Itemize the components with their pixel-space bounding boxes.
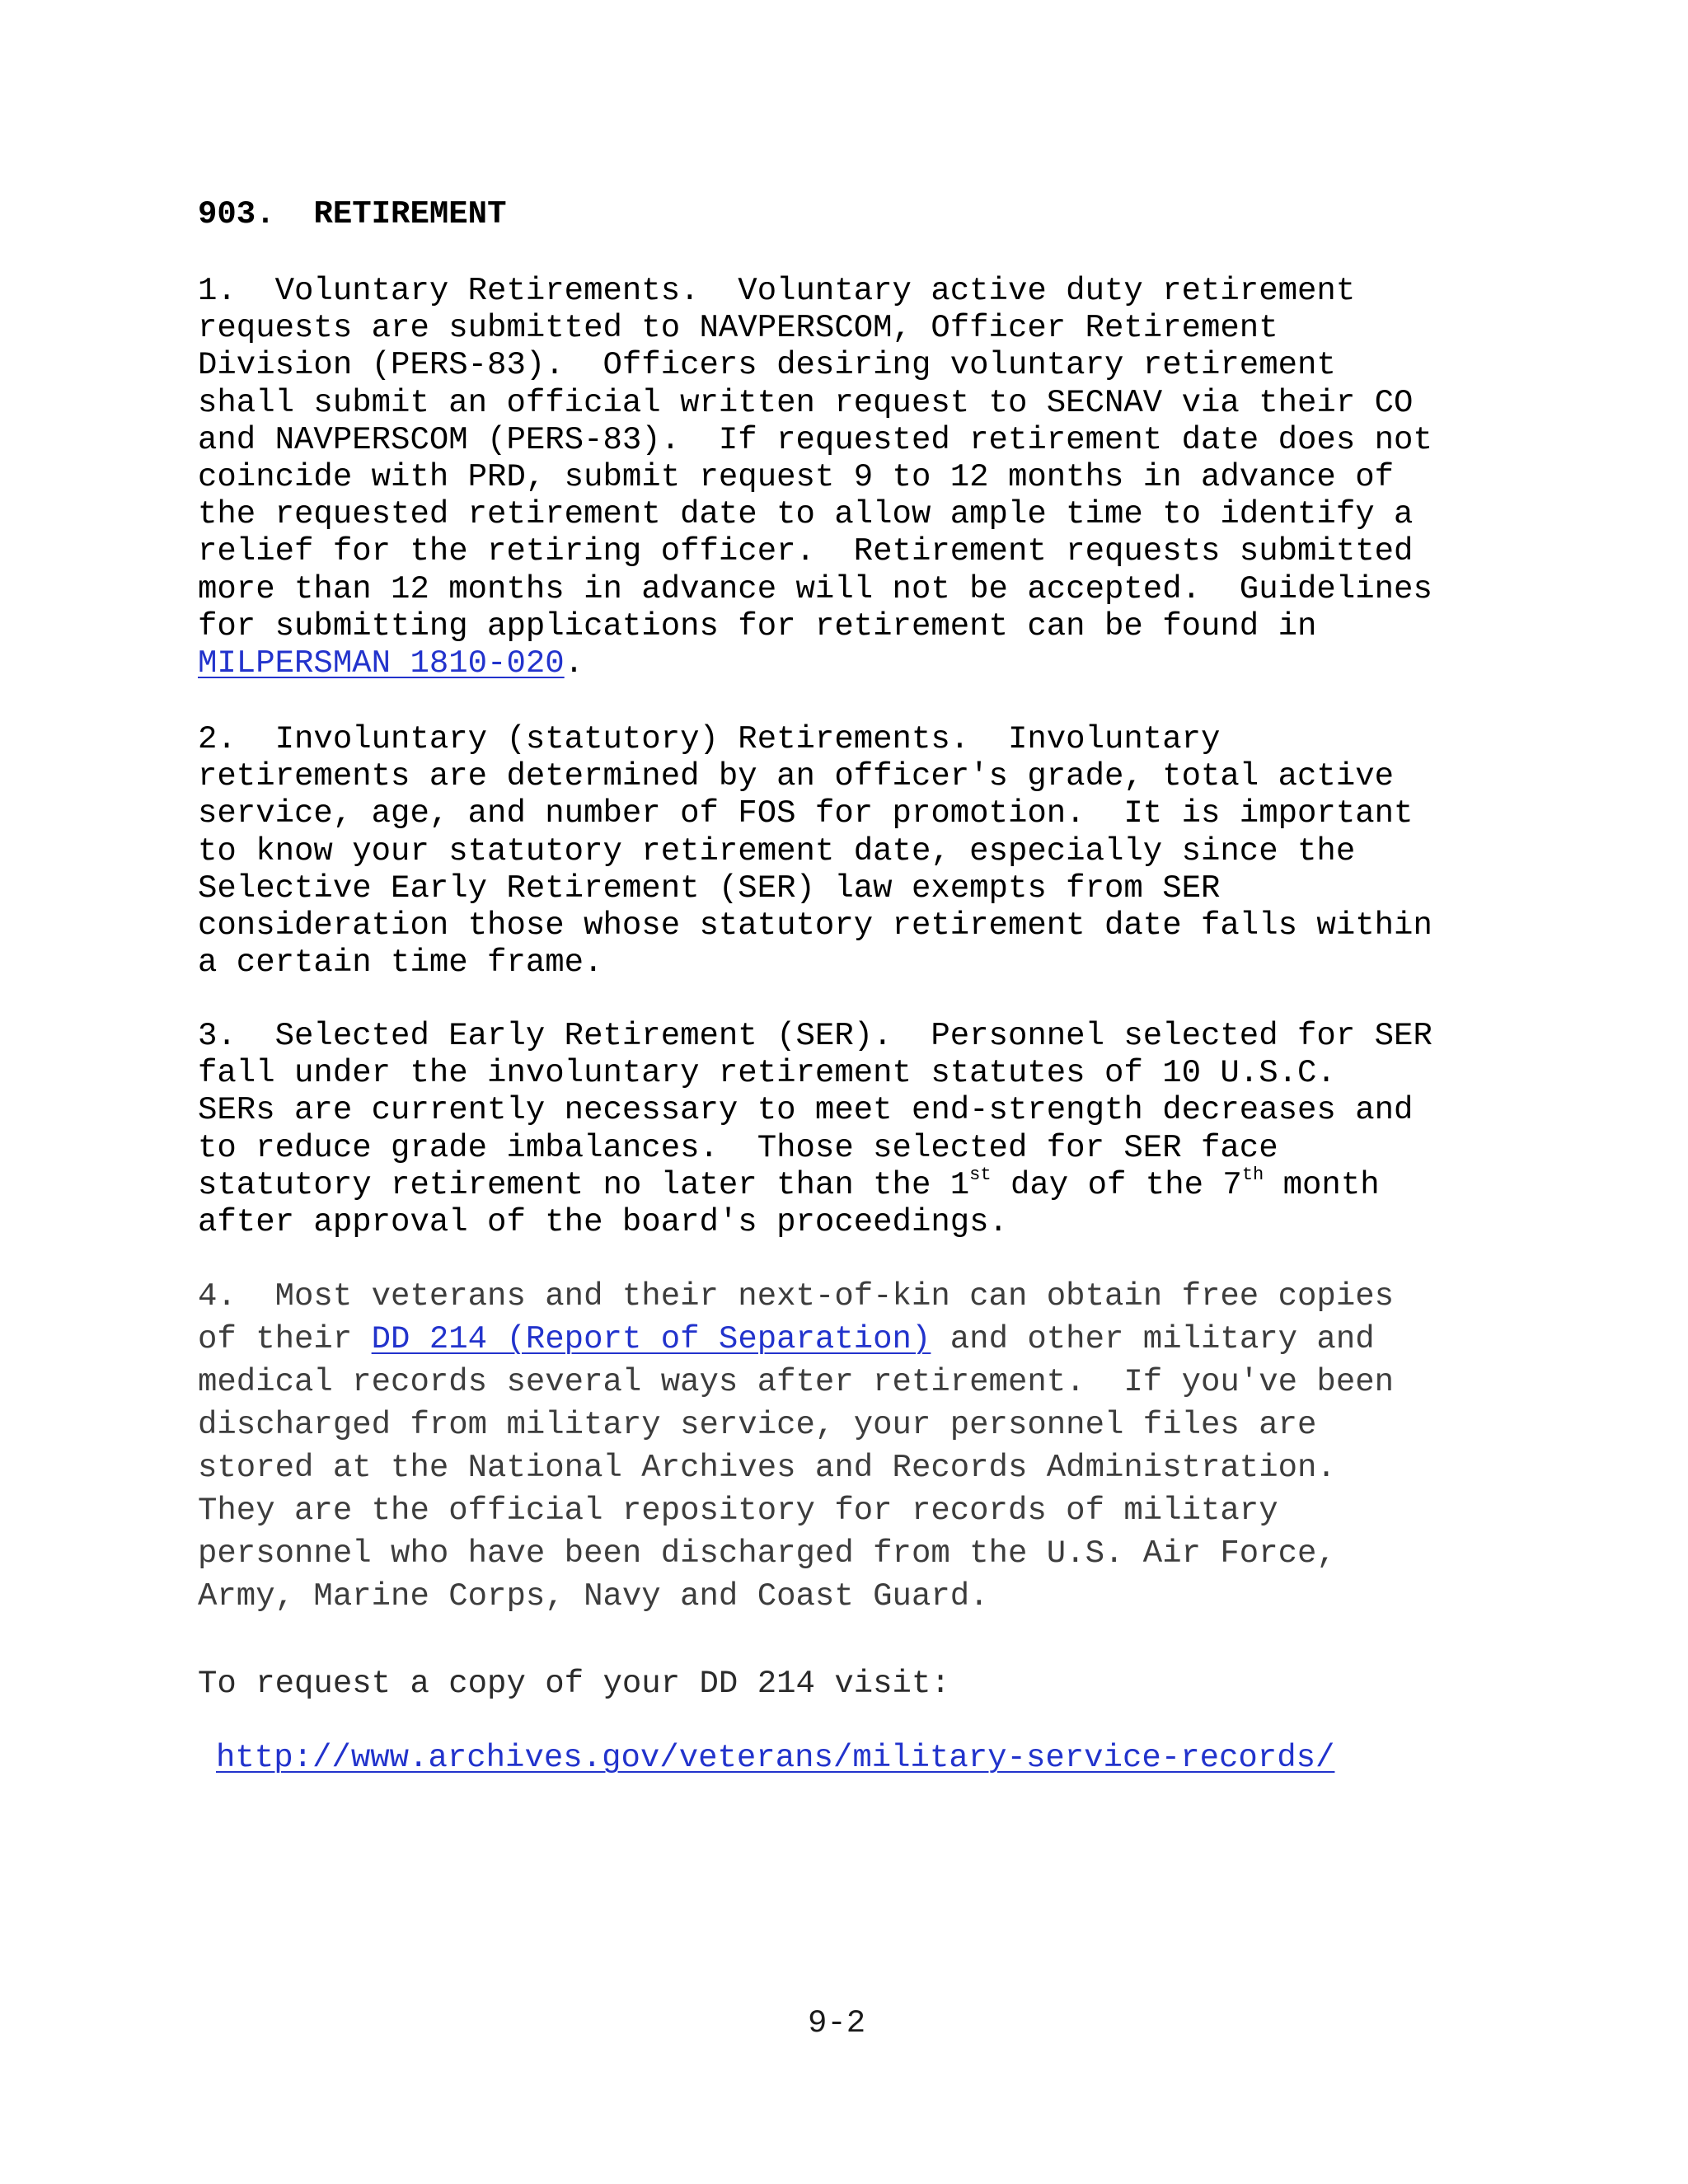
link-suffix: . [564,645,584,682]
paragraph-voluntary-retirements [198,273,1508,682]
text-line: a certain time frame. [198,944,603,982]
archives-url-link[interactable]: http://www.archives.gov/veterans/military-service-records/ [216,1740,1335,1776]
text-line: and other military and [931,1321,1375,1357]
text-line: 3. Selected Early Retirement (SER). Personnel selected for SER [198,1018,1432,1054]
text-line: stored at the National Archives and Records Administration. [198,1450,1336,1486]
text-line: requests are submitted to NAVPERSCOM, Officer Retirement [198,310,1278,347]
text-line: statutory retirement no later than the 1 [198,1166,970,1203]
page-number: 9-2 [808,2005,866,2041]
text-line: 1. Voluntary Retirements. Voluntary active duty retirement [198,273,1356,309]
text-line: more than 12 months in advance will not be accepted. Guidelines [198,570,1432,607]
text-line: and NAVPERSCOM (PERS-83). If requested retirement date does not [198,421,1432,458]
text-line: after approval of the board's proceedings. [198,1204,1008,1241]
text-line: Army, Marine Corps, Navy and Coast Guard. [198,1578,989,1615]
text-line: relief for the retiring officer. Retirement requests submitted [198,533,1414,570]
paragraph-involuntary-retirements [198,721,1508,982]
text-line: Selective Early Retirement (SER) law exempts from SER [198,869,1221,907]
text-line: of their [198,1321,372,1357]
text-line: consideration those whose statutory retirement date falls within [198,907,1432,944]
request-instructions: To request a copy of your DD 214 visit: [198,1666,950,1702]
superscript-th: th [1241,1164,1264,1185]
paragraph-dd214-records [198,1275,1508,1618]
text-line: for submitting applications for retirement can be found in [198,607,1317,644]
superscript-st: st [969,1164,992,1185]
text-line: shall submit an official written request to SECNAV via their CO [198,384,1414,421]
section-title: RETIREMENT [313,196,507,232]
text-line: month [1264,1166,1380,1203]
text-line: They are the official repository for records of military [198,1493,1278,1529]
section-heading [198,196,1508,233]
text-line: service, age, and number of FOS for promotion. It is important [198,795,1414,832]
text-line: SERs are currently necessary to meet end-strength decreases and [198,1092,1414,1129]
text-line: fall under the involuntary retirement statutes of 10 U.S.C. [198,1055,1336,1092]
text-line: personnel who have been discharged from the U.S. Air Force, [198,1535,1336,1572]
milpersman-link[interactable]: MILPERSMAN 1810-020 [198,645,565,682]
text-line: 2. Involuntary (statutory) Retirements. Involuntary [198,721,1221,757]
text-line: medical records several ways after retirement. If you've been [198,1364,1395,1400]
text-line: Division (PERS-83). Officers desiring voluntary retirement [198,347,1336,384]
text-line: coincide with PRD, submit request 9 to 12 months in advance of [198,459,1395,496]
dd214-link[interactable]: DD 214 (Report of Separation) [371,1321,931,1357]
text-line: 4. Most veterans and their next-of-kin can obtain free copies [198,1278,1395,1315]
text-line: day of the 7 [991,1166,1242,1203]
text-line: to reduce grade imbalances. Those selected for SER face [198,1129,1278,1166]
archives-url-line [216,1736,1526,1779]
text-line: to know your statutory retirement date, especially since the [198,832,1356,869]
text-line: retirements are determined by an officer's grade, total active [198,758,1395,795]
text-line: discharged from military service, your personnel files are [198,1407,1317,1443]
paragraph-selected-early-retirement [198,1018,1508,1241]
section-number: 903. [198,196,275,232]
text-line: the requested retirement date to allow ample time to identify a [198,496,1414,533]
